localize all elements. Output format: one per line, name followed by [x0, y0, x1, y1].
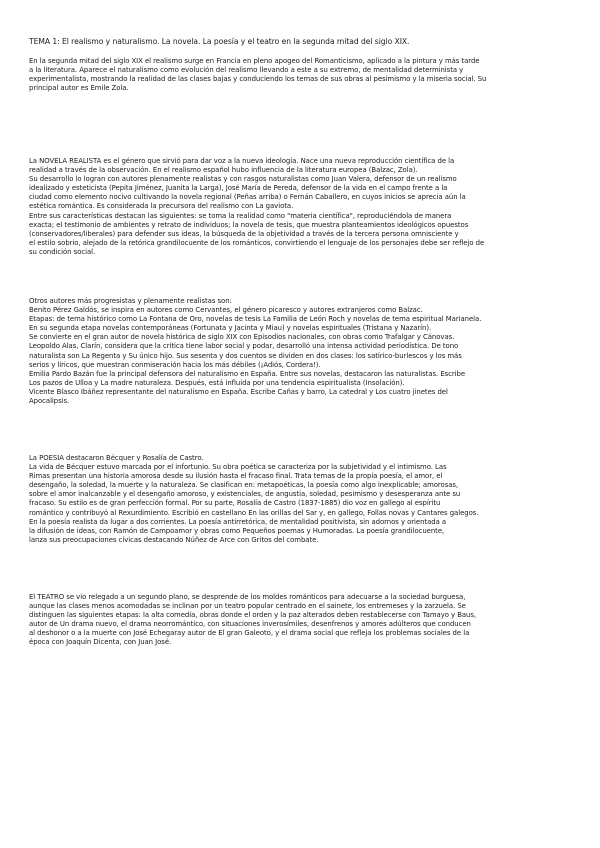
text-line: lanza sus preocupaciones cívicas destacando Núñez de Arce con Gritos del combate. [29, 535, 319, 544]
title-label: TEMA 1: [29, 37, 60, 46]
text-line: (conservadores/liberales) para defender sus ideas, la búsqueda de la objetividad a través de la tercera persona omnisciente y [29, 229, 459, 238]
text-line: experimentalista, mostrando la realidad de las clases bajas y conduciendo los temas de sus obras al pesimismo y la miseria social. Su [29, 75, 487, 84]
text-line: Entre sus características destacan las siguientes: se toma la realidad como "materia científica", reproduciéndola de manera [29, 211, 452, 220]
text-line: En la segunda mitad del siglo XIX el realismo surge en Francia en pleno apogeo del Romanticismo, aplicado a la pintura y más tarde [29, 57, 480, 65]
text-line: estética romántica. Es considerada la precursora del realismo con La gaviota. [29, 202, 294, 211]
text-line: Emilia Pardo Bazán fue la principal defensora del naturalismo en España. Entre sus novelas, destacaron las naturalistas. Escribe [29, 369, 466, 378]
text-line: aunque las clases menos acomodadas se inclinan por un teatro popular centrado en el sainete, los entremeses y la zarzuela. Se [29, 602, 466, 611]
title-text: El realismo y naturalismo. La novela. La poesía y el teatro en la segunda mitad del siglo XIX. [62, 37, 410, 46]
text-line: época con Joaquín Dicenta, con Juan José. [29, 638, 172, 647]
document-title [29, 37, 574, 47]
text-line: realidad a través de la observación. En el realismo español hubo influencia de la literatura europea (Balzac, Zola). [29, 166, 418, 175]
text-line: su condición social. [29, 247, 96, 256]
text-line: Se convierte en el gran autor de novela histórica de siglo XIX con Episodios nacionales, con obras como Trafalgar y Cánovas. [29, 333, 455, 342]
text-line: a la literatura. Aparece el naturalismo como evolución del realismo llevando a este a su extremo, de mentalidad determinista y [29, 66, 464, 75]
text-line: Vicente Blasco Ibáñez representante del naturalismo en España. Escribe Cañas y barro, La catedral y Los cuatro jinetes del [29, 387, 448, 396]
text-line: fracaso. Su estilo es de gran perfección formal. Por su parte, Rosalía de Castro (1837-1885) dio voz en gallego al espíritu [29, 499, 441, 508]
text-line: En su segunda etapa novelas contemporáneas (Fortunata y Jacinta y Miau) y novelas espirituales (Tristana y Nazarín). [29, 324, 432, 333]
paragraph-theatre [29, 593, 574, 648]
paragraph-realist-novel [29, 157, 574, 257]
text-line: principal autor es Émile Zola. [29, 84, 129, 93]
paragraph-other-authors [29, 297, 574, 406]
text-line: sobre el amor inalcanzable y el desengaño amoroso, y existenciales, de angustia, soledad, pesimismo y desesperanza ante su [29, 490, 461, 499]
text-line: Los pazos de Ulloa y La madre naturaleza. Después, está influida por una tendencia espiritualista (Insolación). [29, 378, 405, 387]
text-line: naturalista son La Regenta y Su único hijo. Sus sesenta y dos cuentos se dividen en dos clases: los satírico-burlescos y los más [29, 351, 462, 360]
text-line: serios y líricos, que muestran conmiseración hacia los más débiles (¡Adiós, Cordera!). [29, 360, 321, 369]
text-line: Rimas presentan una historia amorosa desde su ilusión hasta el fracaso final. Trata temas de la propia poesía, el amor, el [29, 472, 443, 481]
text-line: En la poesía realista da lugar a dos corrientes. La poesía antirretórica, de mentalidad positivista, sin adornos y orientada a [29, 517, 447, 526]
text-line: La NOVELA REALISTA es el género que sirvió para dar voz a la nueva ideología. Nace una nueva reproducción científica de la [29, 157, 455, 165]
text-line: romántico y contribuyó al Rexurdimiento. Escribió en castellano En las orillas del Sar y, en gallego, Follas novas y Cantares galegos. [29, 508, 479, 517]
text-line: Benito Pérez Galdós, se inspira en autores como Cervantes, el género picaresco y autores extranjeros como Balzac. [29, 306, 423, 315]
text-line: idealizado y esteticista (Pepita Jiménez, Juanita la Larga), José María de Pereda, defensor de la vida en el campo frente a la [29, 184, 448, 193]
text-line: Otros autores más progresistas y plenamente realistas son: [29, 297, 232, 305]
text-line: Leopoldo Alas, Clarín, considera que la crítica tiene labor social y podar, desarrolló una intensa actividad periodística. De tono [29, 342, 459, 351]
text-line: Etapas: de tema histórico como La Fontana de Oro, novelas de tesis La Familia de León Roch y novelas de tema espiritual Marianela. [29, 315, 482, 324]
paragraph-realism-intro [29, 57, 574, 93]
text-line: ciudad como elemento nocivo cultivando la novela regional (Peñas arriba) o Fernán Caballero, en cuyos inicios se aprecia aún la [29, 193, 466, 202]
text-line: distinguen las siguientes etapas: la alta comedia, obras donde el orden y la paz alterados deben restablecerse con Tamayo y Baus, [29, 611, 477, 620]
text-line: la difusión de ideas, con Ramón de Campoamor y obras como Pequeños poemas y Humoradas. La poesía grandilocuente, [29, 526, 445, 535]
text-line: exacta; el testimonio de ambientes y retrato de individuos; la novela de tesis, que muestra planteamientos ideológicos opuestos [29, 220, 469, 229]
text-line: Apocalipsis. [29, 397, 70, 406]
text-line: Su desarrollo lo logran con autores plenamente realistas y con rasgos naturalistas como Juan Valera, defensor de un realismo [29, 175, 457, 184]
text-line: el estilo sobrio, alejado de la retórica grandilocuente de los románticos, convirtiendo el lenguaje de los personajes debe ser reflejo de [29, 238, 485, 247]
text-line: autor de Un drama nuevo, el drama neorromántico, con situaciones inverosímiles, desenfrenos y amores adúlteros que conducen [29, 620, 471, 629]
paragraph-poetry [29, 454, 574, 545]
text-line: La vida de Bécquer estuvo marcada por el infortunio. Su obra poética se caracteriza por la subjetividad y el intimismo. Las [29, 463, 447, 472]
text-line: desengaño, la soledad, la muerte y la naturaleza. Se clasifican en: metapoéticas, la poesía como algo inexplicable; amorosas, [29, 481, 459, 490]
text-line: La POESÍA destacaron Bécquer y Rosalía de Castro. [29, 454, 204, 462]
text-line: El TEATRO se vio relegado a un segundo plano, se desprende de los moldes románticos para adecuarse a la sociedad burguesa, [29, 593, 466, 601]
text-line: al deshonor o a la muerte con José Echegaray autor de El gran Galeoto, y el drama social que refleja los problemas sociales de la [29, 629, 470, 638]
